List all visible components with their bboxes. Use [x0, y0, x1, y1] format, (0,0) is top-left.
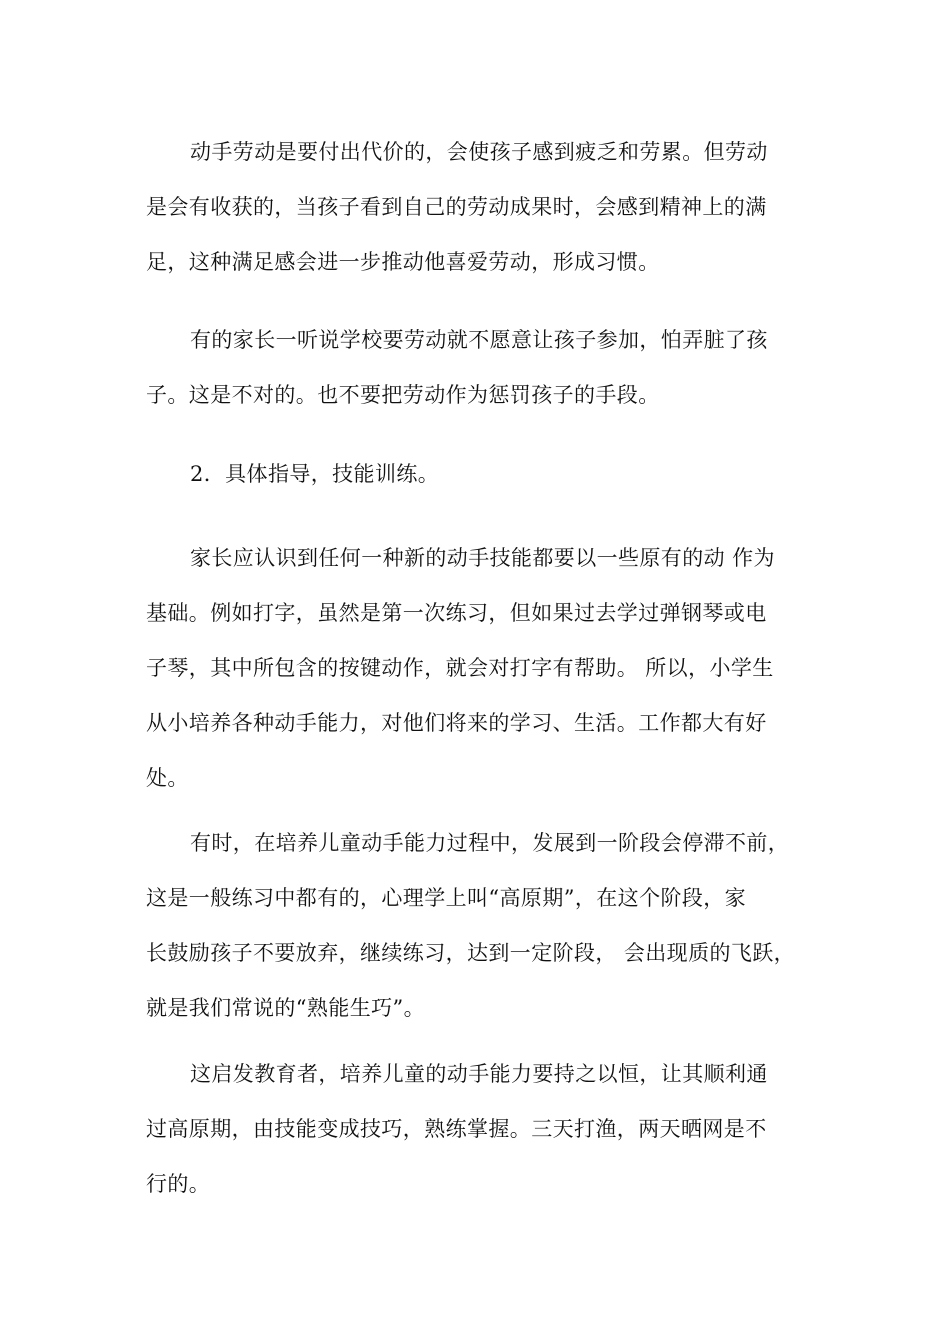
- paragraph-3-heading: [146, 460, 846, 515]
- text-line: 子琴，其中所包含的按键动作，就会对打字有帮助。 所以，小学生: [146, 656, 774, 680]
- text-line: 这启发教育者，培养儿童的动手能力要持之以恒，让其顺利通: [190, 1062, 768, 1086]
- paragraph-6: [146, 1060, 846, 1225]
- text-line: 家长应认识到任何一种新的动手技能都要以一些原有的动 作为: [190, 546, 775, 570]
- paragraph-1: [146, 138, 846, 303]
- text-line: 有的家长一听说学校要劳动就不愿意让孩子参加，怕弄脏了孩: [190, 328, 768, 352]
- text-line: 过高原期，由技能变成技巧，熟练掌握。三天打渔，两天晒网是不: [146, 1117, 767, 1141]
- text-line: 行的。: [146, 1172, 211, 1196]
- text-line: 足，这种满足感会进一步推动他喜爱劳动，形成习惯。: [146, 250, 660, 274]
- text-line: 有时，在培养儿童动手能力过程中，发展到一阶段会停滞不前，: [190, 831, 790, 855]
- text-line: 是会有收获的，当孩子看到自己的劳动成果时，会感到精神上的满: [146, 195, 767, 219]
- text-line: 子。这是不对的。也不要把劳动作为惩罚孩子的手段。: [146, 383, 660, 407]
- text-line: 这是一般练习中都有的，心理学上叫“高原期”，在这个阶段，家: [146, 886, 747, 910]
- paragraph-2: [146, 326, 846, 436]
- text-line: 基础。例如打字，虽然是第一次练习，但如果过去学过弹钢琴或电: [146, 601, 767, 625]
- text-line: 处。: [146, 766, 189, 790]
- section-heading: 2．具体指导，技能训练。: [190, 462, 440, 486]
- text-line: 长鼓励孩子不要放弃，继续练习，达到一定阶段， 会出现质的飞跃，: [146, 941, 796, 965]
- paragraph-4: [146, 544, 846, 819]
- paragraph-5: [146, 829, 846, 1049]
- text-line: 就是我们常说的“熟能生巧”。: [146, 996, 426, 1020]
- text-line: 从小培养各种动手能力，对他们将来的学习、生活。工作都大有好: [146, 711, 767, 735]
- text-line: 动手劳动是要付出代价的，会使孩子感到疲乏和劳累。但劳动: [190, 140, 768, 164]
